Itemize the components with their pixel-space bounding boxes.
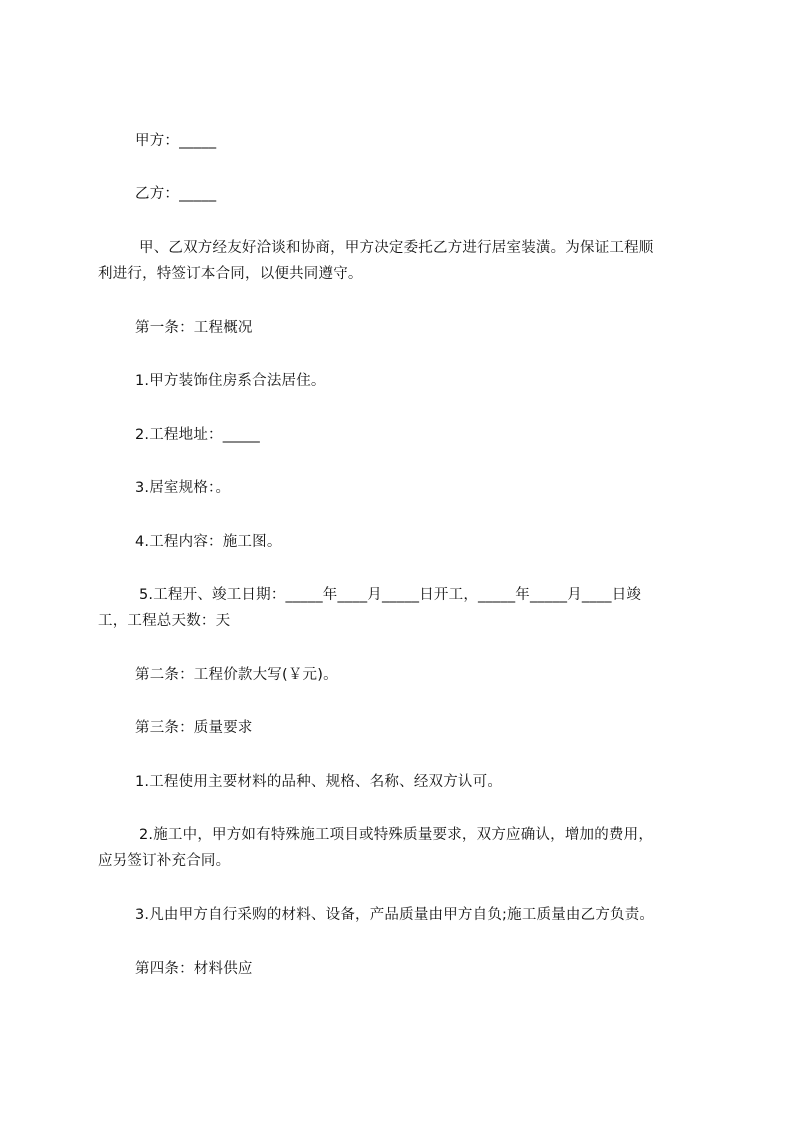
article-1-item-5-line-2: 工，工程总天数：天: [98, 613, 231, 629]
article-1-item-1: 1.甲方装饰住房系合法居住。: [135, 373, 326, 389]
article-3-item-2-line-2: 应另签订补充合同。: [98, 853, 231, 869]
article-3-item-2-line-1: 2.施工中，甲方如有特殊施工项目或特殊质量要求，双方应确认，增加的费用，: [139, 827, 654, 843]
article-1-item-2: 2.工程地址：_____: [135, 427, 260, 443]
article-2-title: 第二条：工程价款大写(￥元)。: [135, 667, 338, 683]
article-1-item-4: 4.工程内容：施工图。: [135, 534, 282, 550]
article-3-title: 第三条：质量要求: [135, 720, 253, 736]
article-3-item-2: [98, 822, 695, 874]
article-1-item-5-line-1: 5.工程开、竣工日期：_____年____月_____日开工，_____年_____月____日竣: [139, 587, 642, 603]
party-b-line: 乙方：_____: [135, 186, 217, 202]
intro-paragraph: [98, 235, 695, 287]
article-3-item-1: 1.工程使用主要材料的品种、规格、名称、经双方认可。: [135, 774, 503, 790]
article-1-title: 第一条：工程概况: [135, 320, 253, 336]
article-1-item-5: [98, 582, 695, 634]
article-3-item-3: 3.凡由甲方自行采购的材料、设备，产品质量由甲方自负;施工质量由乙方负责。: [135, 907, 655, 923]
intro-line-1: 甲、乙双方经友好洽谈和协商，甲方决定委托乙方进行居室装潢。为保证工程顺: [139, 240, 654, 256]
article-1-item-3: 3.居室规格：。: [135, 480, 231, 496]
article-4-title: 第四条：材料供应: [135, 961, 253, 977]
intro-line-2: 利进行，特签订本合同，以便共同遵守。: [98, 266, 363, 282]
party-a-line: 甲方：_____: [135, 133, 217, 149]
